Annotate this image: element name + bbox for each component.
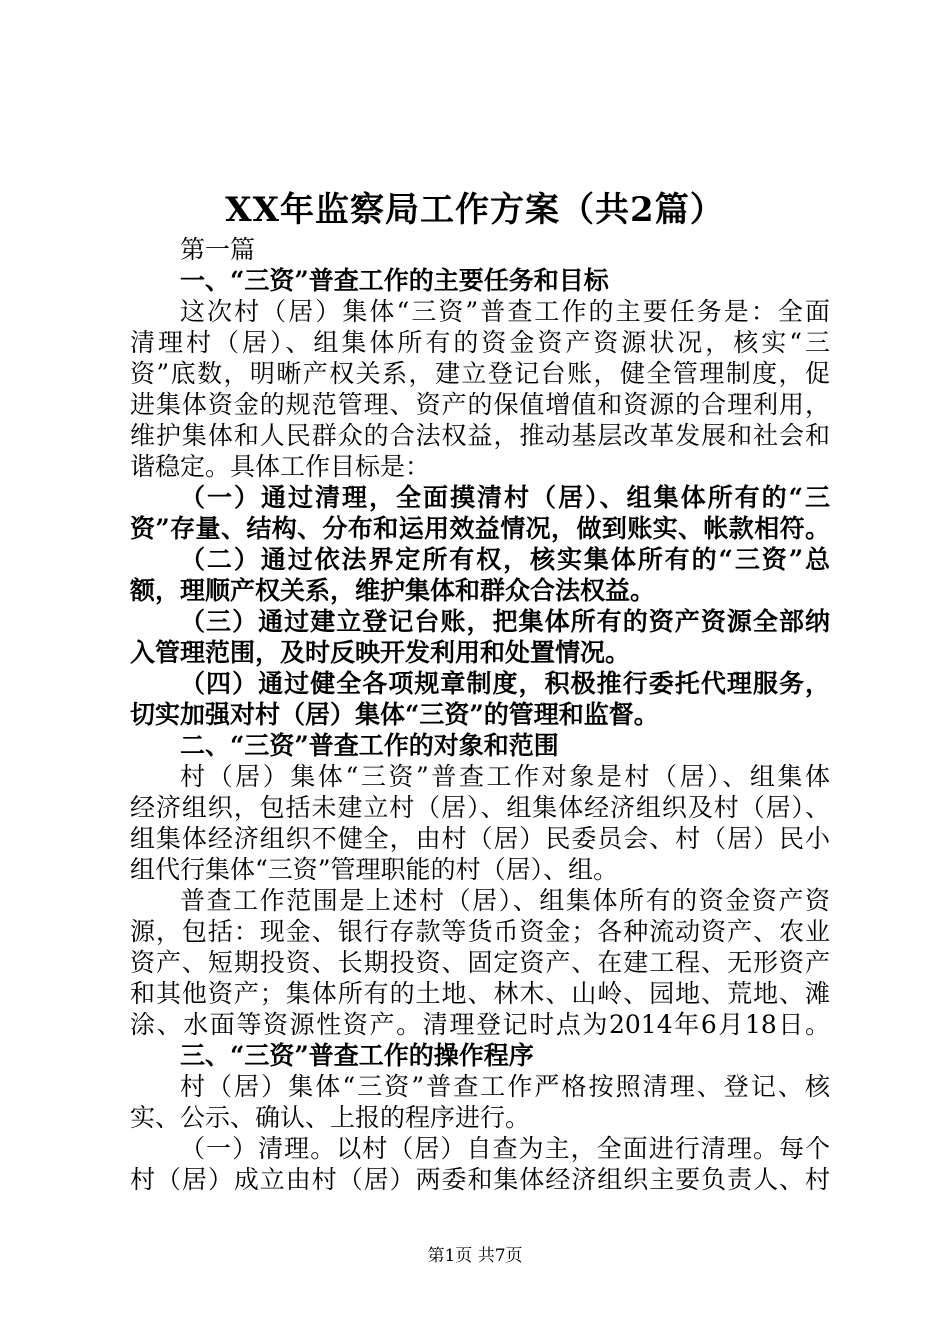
text-line: 实、公示、确认、上报的程序进行。 xyxy=(130,1103,531,1132)
text-line: 资”存量、结构、分布和运用效益情况，做到账实、帐款相符。 xyxy=(130,514,830,543)
text-line: （一）通过清理，全面摸清村（居）、组集体所有的“三 xyxy=(180,483,830,512)
text-line: 普查工作范围是上述村（居）、组集体所有的资金资产资 xyxy=(180,886,830,915)
text-line: 进集体资金的规范管理、资产的保值增值和资源的合理利用， xyxy=(130,390,830,419)
text-line: 村（居）集体“三资”普查工作严格按照清理、登记、核 xyxy=(180,1072,830,1101)
text-line: 这次村（居）集体“三资”普查工作的主要任务是：全面 xyxy=(180,297,830,326)
text-line: 源，包括：现金、银行存款等货币资金；各种流动资产、农业 xyxy=(130,917,830,946)
text-line: 组集体经济组织不健全，由村（居）民委员会、村（居）民小 xyxy=(130,824,830,853)
text-line: （四）通过健全各项规章制度，积极推行委托代理服务， xyxy=(180,669,830,698)
text-line: 涂、水面等资源性资产。清理登记时点为2014年6月18日。 xyxy=(130,1010,830,1039)
text-line: 和其他资产；集体所有的土地、林木、山岭、园地、荒地、滩 xyxy=(130,979,830,1008)
text-line: 清理村（居）、组集体所有的资金资产资源状况，核实“三 xyxy=(130,328,830,357)
text-line: 村（居）集体“三资”普查工作对象是村（居）、组集体 xyxy=(180,762,830,791)
text-line: 三、“三资”普查工作的操作程序 xyxy=(180,1041,534,1070)
document-title: XX年监察局工作方案（共2篇） xyxy=(225,190,725,230)
text-line: （三）通过建立登记台账，把集体所有的资产资源全部纳 xyxy=(180,607,830,636)
text-line: 第一篇 xyxy=(180,235,256,264)
text-line: 资产、短期投资、长期投资、固定资产、在建工程、无形资产 xyxy=(130,948,830,977)
text-line: 一、“三资”普查工作的主要任务和目标 xyxy=(180,266,609,295)
document-body xyxy=(130,234,830,1195)
text-line: 二、“三资”普查工作的对象和范围 xyxy=(180,731,559,760)
text-line: 组代行集体“三资”管理职能的村（居）、组。 xyxy=(130,855,619,884)
text-line: 切实加强对村（居）集体“三资”的管理和监督。 xyxy=(130,700,659,729)
text-line: 经济组织，包括未建立村（居）、组集体经济组织及村（居）、 xyxy=(130,793,830,822)
page-footer: 第1页 共7页 xyxy=(427,1246,523,1266)
text-line: 资”底数，明晰产权关系，建立登记台账，健全管理制度，促 xyxy=(130,359,830,388)
text-line: 维护集体和人民群众的合法权益，推动基层改革发展和社会和 xyxy=(130,421,830,450)
text-line: （二）通过依法界定所有权，核实集体所有的“三资”总 xyxy=(180,545,830,574)
text-line: 村（居）成立由村（居）两委和集体经济组织主要负责人、村 xyxy=(130,1165,830,1194)
text-line: 谐稳定。具体工作目标是： xyxy=(130,452,431,481)
text-line: （一）清理。以村（居）自查为主，全面进行清理。每个 xyxy=(180,1134,830,1163)
text-line: 额，理顺产权关系，维护集体和群众合法权益。 xyxy=(130,576,656,605)
text-line: 入管理范围，及时反映开发利用和处置情况。 xyxy=(130,638,631,667)
